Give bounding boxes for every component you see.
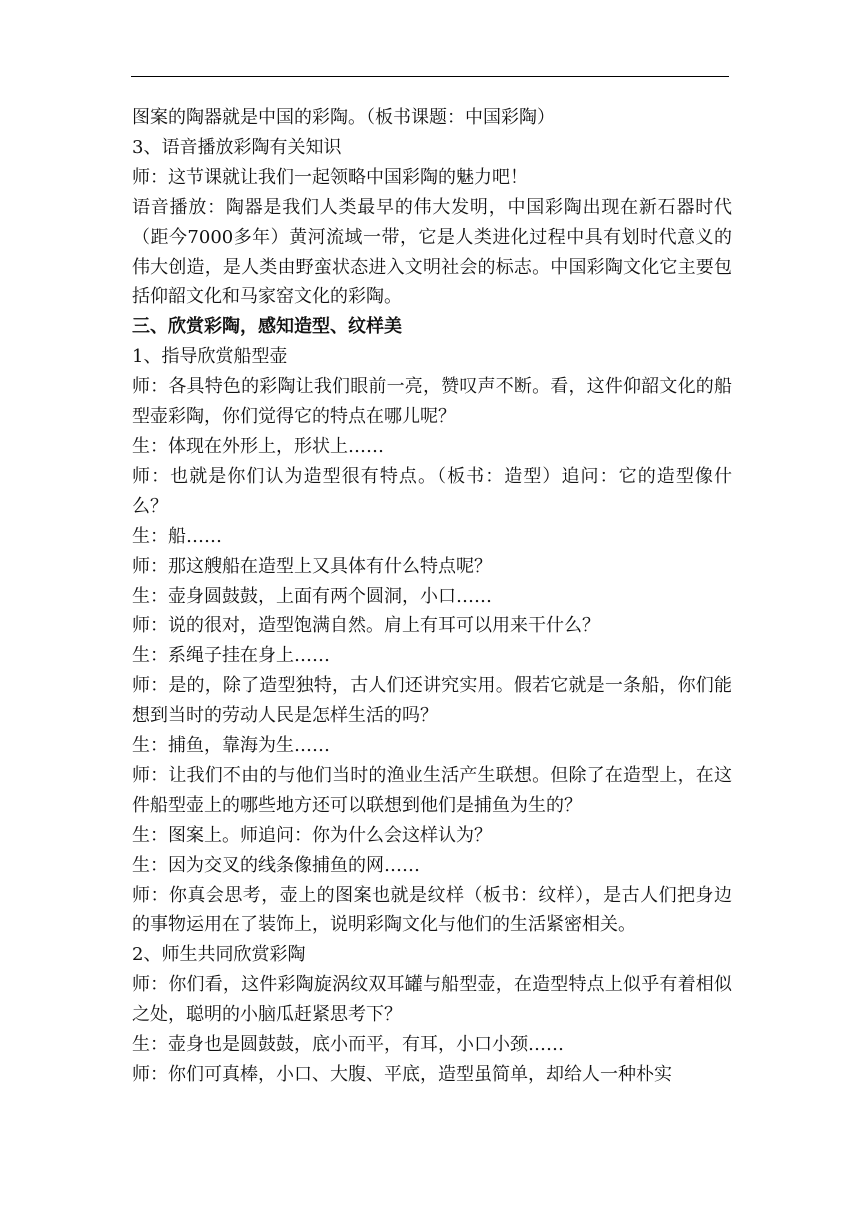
teacher-line: 师：让我们不由的与他们当时的渔业生活产生联想。但除了在造型上，在这件船型壶上的哪些地方还可以联想到他们是捕鱼为生的？ [132, 764, 732, 816]
document-body [132, 103, 732, 1090]
teacher-line: 师：说的很对，造型饱满自然。肩上有耳可以用来干什么？ [132, 615, 600, 637]
student-line: 生：壶身圆鼓鼓，上面有两个圆洞，小口…… [132, 585, 492, 607]
student-line: 生：因为交叉的线条像捕鱼的网…… [132, 854, 420, 876]
student-line: 生：系绳子挂在身上…… [132, 645, 330, 667]
student-line: 生：捕鱼，靠海为生…… [132, 735, 330, 757]
step-2-title: 2、师生共同欣赏彩陶 [132, 944, 306, 966]
student-line: 生：图案上。师追问：你为什么会这样认为？ [132, 824, 492, 846]
teacher-line: 师：你们可真棒，小口、大腹、平底，造型虽简单，却给人一种朴实 [132, 1064, 672, 1085]
step-3-title: 3、语音播放彩陶有关知识 [132, 136, 342, 158]
student-line: 生：壶身也是圆鼓鼓，底小而平，有耳，小口小颈…… [132, 1034, 564, 1056]
teacher-line: 师：各具特色的彩陶让我们眼前一亮，赞叹声不断。看，这件仰韶文化的船型壶彩陶，你们觉得它的特点在哪儿呢？ [132, 376, 732, 428]
teacher-line: 师：也就是你们认为造型很有特点。（板书：造型）追问：它的造型像什么？ [132, 465, 732, 517]
audio-narration-paragraph: 语音播放：陶器是我们人类最早的伟大发明，中国彩陶出现在新石器时代（距今7000多年）黄河流域一带，它是人类进化过程中具有划时代意义的伟大创造，是人类由野蛮状态进入文明社会的标志。中国彩陶文化它主要包括仰韶文化和马家窑文化的彩陶。 [132, 196, 732, 308]
teacher-line: 师：你真会思考，壶上的图案也就是纹样（板书：纹样），是古人们把身边的事物运用在了装饰上，说明彩陶文化与他们的生活紧密相关。 [132, 884, 732, 936]
paragraph-intro-ending: 图案的陶器就是中国的彩陶。（板书课题：中国彩陶） [132, 107, 555, 128]
step-1-title: 1、指导欣赏船型壶 [132, 346, 288, 368]
teacher-line: 师：你们看，这件彩陶旋涡纹双耳罐与船型壶，在造型特点上似乎有着相似之处，聪明的小脑瓜赶紧思考下？ [132, 974, 732, 1026]
student-line: 生：船…… [132, 525, 222, 547]
teacher-line: 师：那这艘船在造型上又具体有什么特点呢？ [132, 555, 492, 577]
teacher-line: 师：这节课就让我们一起领略中国彩陶的魅力吧！ [132, 166, 528, 188]
teacher-line: 师：是的，除了造型独特，古人们还讲究实用。假若它就是一条船，你们能想到当时的劳动人民是怎样生活的吗？ [132, 675, 732, 727]
section-heading: 三、欣赏彩陶，感知造型、纹样美 [132, 316, 402, 338]
header-rule [131, 76, 729, 77]
student-line: 生：体现在外形上，形状上…… [132, 435, 384, 457]
